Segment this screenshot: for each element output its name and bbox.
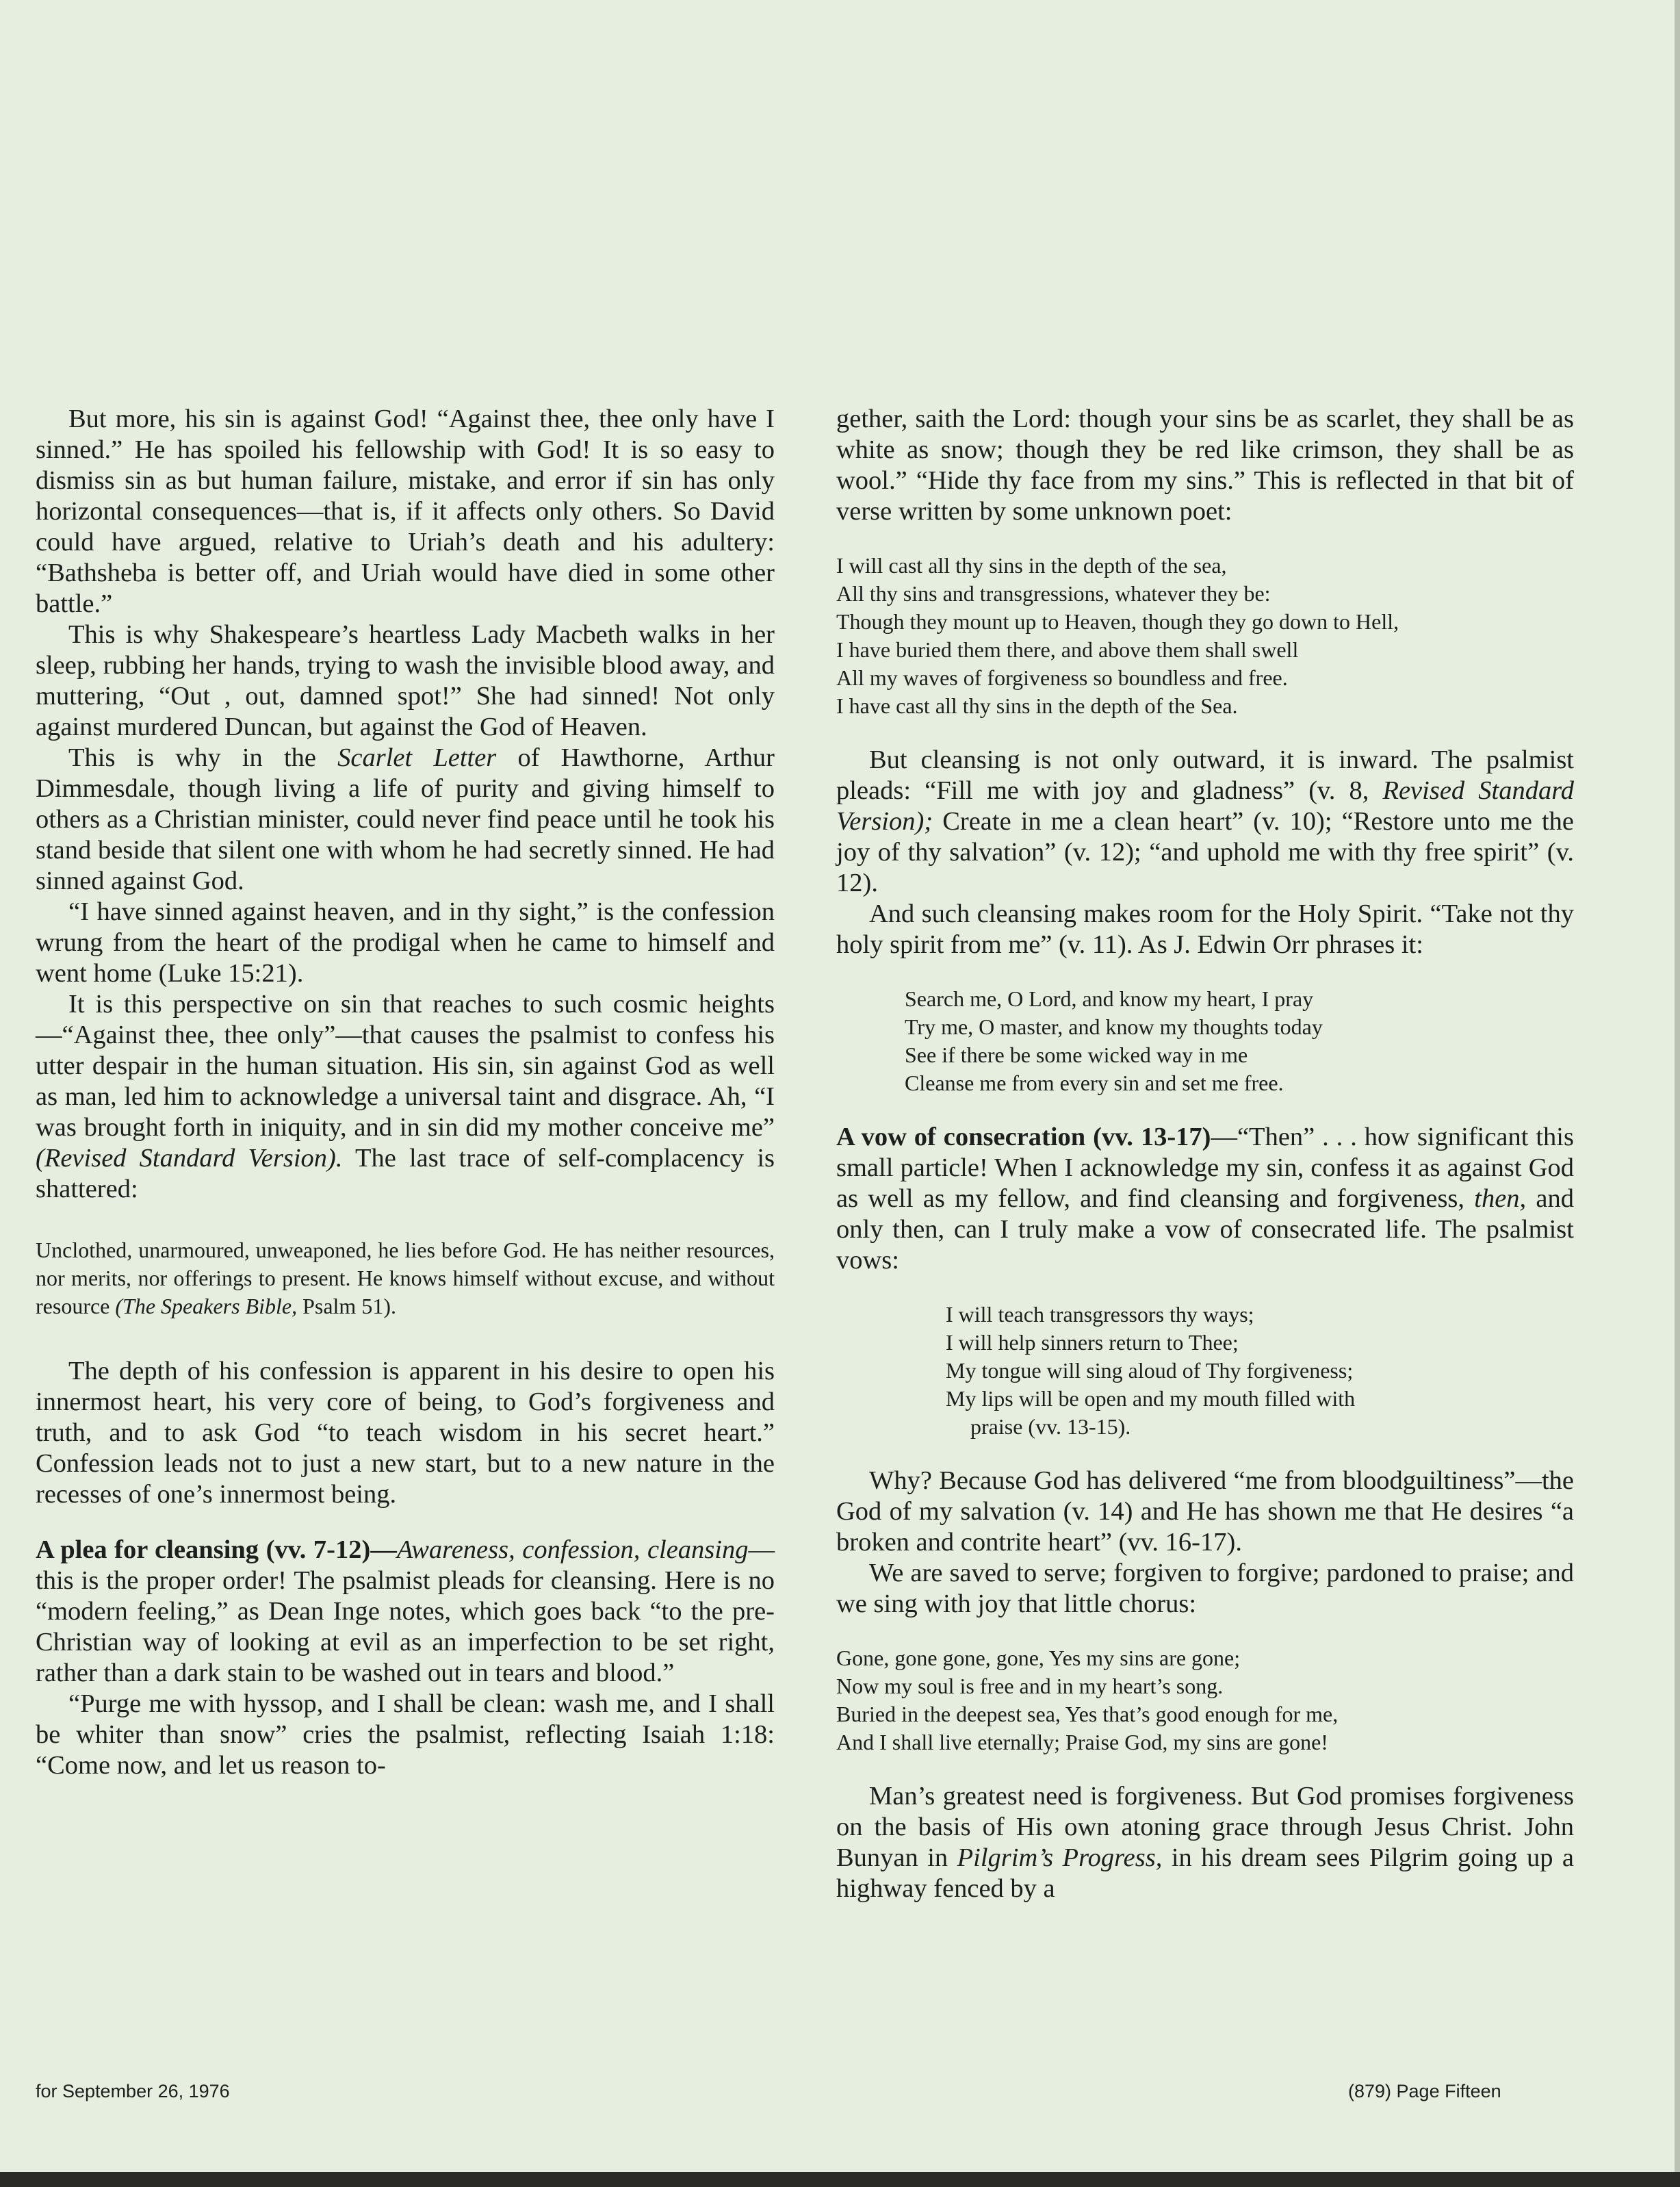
poem-unknown-poet xyxy=(836,552,1574,720)
poem-line: Though they mount up to Heaven, though they go down to Hell, xyxy=(836,609,1399,634)
section-heading: A plea for cleansing (vv. 7-12)— xyxy=(36,1535,397,1564)
section-paragraph xyxy=(36,1535,775,1689)
poem-line: Try me, O master, and know my thoughts today xyxy=(905,1014,1323,1039)
poem-edwin-orr xyxy=(836,985,1574,1097)
text-run: Man’s greatest need is forgiveness. But God promises forgiveness on the basis of His own atoning grace through Jesus Christ. John Bunyan in xyxy=(836,1782,1574,1872)
poem-vows xyxy=(836,1301,1574,1441)
paragraph: This is why Shakespeare’s heartless Lady Macbeth walks in her sleep, rubbing her hands, trying to wash the invisible blood away, and muttering, “Out , out, damned spot!” She had sinned! Not only against murdered Duncan, but against the God of Heaven. xyxy=(36,620,775,741)
poem-line: My tongue will sing aloud of Thy forgiveness; xyxy=(946,1358,1354,1383)
chorus-line: Now my soul is free and in my heart’s song. xyxy=(836,1674,1224,1698)
paragraph: Why? Because God has delivered “me from bloodguiltiness”—the God of my salvation (v. 14) and He has shown me that He desires “a broken and contrite heart” (vv. 16-17). xyxy=(836,1466,1574,1557)
paragraph xyxy=(836,745,1574,899)
book-title: Pilgrim’s Progress, xyxy=(957,1843,1163,1872)
chorus-line: And I shall live eternally; Praise God, my sins are gone! xyxy=(836,1730,1328,1754)
text-run: But cleansing is not only outward, it is inward. The psalmist pleads: “Fill me with joy and gladness” (v. 8, xyxy=(836,745,1574,805)
text-run: of Hawthorne, Arthur Dimmesdale, though living a life of purity and giving himself to others as a Christian minister, could never find peace until he took his stand beside that silent one with whom he had secretly sinned. He had sinned against God. xyxy=(36,743,775,895)
chorus xyxy=(836,1644,1574,1756)
footer-date: for September 26, 1976 xyxy=(36,2081,230,2101)
block-quote xyxy=(36,1236,775,1320)
paragraph: “Purge me with hyssop, and I shall be clean: wash me, and I shall be whiter than snow” cries the psalmist, reflecting Isaiah 1:18: “Come now, and let us reason to- xyxy=(36,1689,775,1780)
poem-line: See if there be some wicked way in me xyxy=(905,1043,1248,1067)
paragraph xyxy=(36,989,775,1205)
chorus-line: Gone, gone gone, gone, Yes my sins are gone; xyxy=(836,1646,1241,1670)
emphasis: then, xyxy=(1474,1184,1527,1213)
book-title: Scarlet Letter xyxy=(337,743,497,772)
poem-line: I have cast all thy sins in the depth of the Sea. xyxy=(836,693,1238,718)
paragraph: The depth of his confession is apparent in his desire to open his innermost heart, his very core of being, to God’s forgiveness and truth, and to ask God “to teach wisdom in his secret heart.” Confession leads not to just a new start, but to a new nature in the recesses of one’s innermost being. xyxy=(36,1357,775,1509)
poem-line: All thy sins and transgressions, whatever they be: xyxy=(836,581,1271,606)
paragraph xyxy=(836,1781,1574,1904)
poem-line: I have buried them there, and above them shall swell xyxy=(836,637,1299,662)
section-heading-italic: Awareness, confession, cleansing xyxy=(396,1535,749,1564)
right-column xyxy=(836,404,1574,1904)
paragraph: But more, his sin is against God! “Against thee, thee only have I sinned.” He has spoiled his fellowship with God! It is so easy to dismiss sin as but human failure, mistake, and error if sin has only horizontal consequences—that is, if it affects only others. So David could have argued, relative to Uriah’s death and his adultery: “Bathsheba is better off, and Uriah would have died in some other battle.” xyxy=(36,405,775,618)
text-run: This is why in the xyxy=(68,743,338,772)
poem-line: I will cast all thy sins in the depth of the sea, xyxy=(836,553,1227,578)
poem-line: I will help sinners return to Thee; xyxy=(946,1330,1239,1355)
paragraph xyxy=(36,743,775,897)
version-reference: (Revised Standard Version). xyxy=(36,1144,343,1173)
chorus-line: Buried in the deepest sea, Yes that’s good enough for me, xyxy=(836,1702,1339,1726)
poem-line: praise (vv. 13-15). xyxy=(970,1414,1131,1439)
quote-source: (The Speakers Bible, xyxy=(115,1294,298,1318)
version-reference: Revised Standard Version); xyxy=(836,776,1575,836)
text-run: Create in me a clean heart” (v. 10); “Restore unto me the joy of thy salvation” (v. 12); “and uphold me with thy free spirit” (v. 12). xyxy=(836,807,1574,897)
paragraph: We are saved to serve; forgiven to forgive; pardoned to praise; and we sing with joy that little chorus: xyxy=(836,1559,1574,1618)
quote-tail: Psalm 51). xyxy=(297,1294,396,1318)
text-run: in his dream sees Pilgrim going up a highway fenced by a xyxy=(836,1843,1575,1903)
poem-line: Cleanse me from every sin and set me free. xyxy=(905,1071,1284,1095)
poem-line: Search me, O Lord, and know my heart, I pray xyxy=(905,986,1314,1011)
poem-line: My lips will be open and my mouth filled with xyxy=(946,1386,1356,1411)
page-edge-right xyxy=(1675,0,1680,2187)
quote-text: Unclothed, unarmoured, unweaponed, he lies before God. He has neither resources, nor merits, nor offerings to present. He knows himself without excuse, and without resource xyxy=(36,1238,775,1318)
text-run: —“Then” . . . how significant this small particle! When I acknowledge my sin, confess it as against God as well as my fellow, and find cleansing and forgiveness, xyxy=(836,1123,1574,1213)
paragraph: “I have sinned against heaven, and in thy sight,” is the confession wrung from the heart of the prodigal when he came to himself and went home (Luke 15:21). xyxy=(36,897,775,988)
text-run: —this is the proper order! The psalmist pleads for cleansing. Here is no “modern feeling,” as Dean Inge notes, which goes back “to the pre-Christian way of looking at evil as an imperfection to be set right, rather than a dark stain to be washed out in tears and blood.” xyxy=(36,1535,775,1687)
poem-line: All my waves of forgiveness so boundless and free. xyxy=(836,665,1288,690)
footer-page-number: (879) Page Fifteen xyxy=(1348,2081,1501,2101)
text-run: and only then, can I truly make a vow of consecrated life. The psalmist vows: xyxy=(836,1184,1574,1275)
poem-line: I will teach transgressors thy ways; xyxy=(946,1302,1254,1327)
left-column xyxy=(36,404,775,1781)
paragraph: And such cleansing makes room for the Holy Spirit. “Take not thy holy spirit from me” (v. 11). As J. Edwin Orr phrases it: xyxy=(836,899,1574,959)
paragraph: gether, saith the Lord: though your sins be as scarlet, they shall be as white as snow; though they be red like crimson, they shall be as wool.” “Hide thy face from my sins.” This is reflected in that bit of verse written by some unknown poet: xyxy=(836,405,1574,526)
section-heading: A vow of consecration (vv. 13-17) xyxy=(836,1123,1211,1151)
section-paragraph xyxy=(836,1122,1574,1276)
text-run: It is this perspective on sin that reaches to such cosmic heights—“Against thee, thee only”—that causes the psalmist to confess his utter despair in the human situation. His sin, sin against God as well as man, led him to acknowledge a universal taint and disgrace. Ah, “I was brought forth in iniquity, and in sin did my mother conceive me” xyxy=(36,990,775,1142)
text-run: The last trace of self-complacency is shattered: xyxy=(36,1144,775,1203)
page-bottom-edge xyxy=(0,2172,1680,2187)
